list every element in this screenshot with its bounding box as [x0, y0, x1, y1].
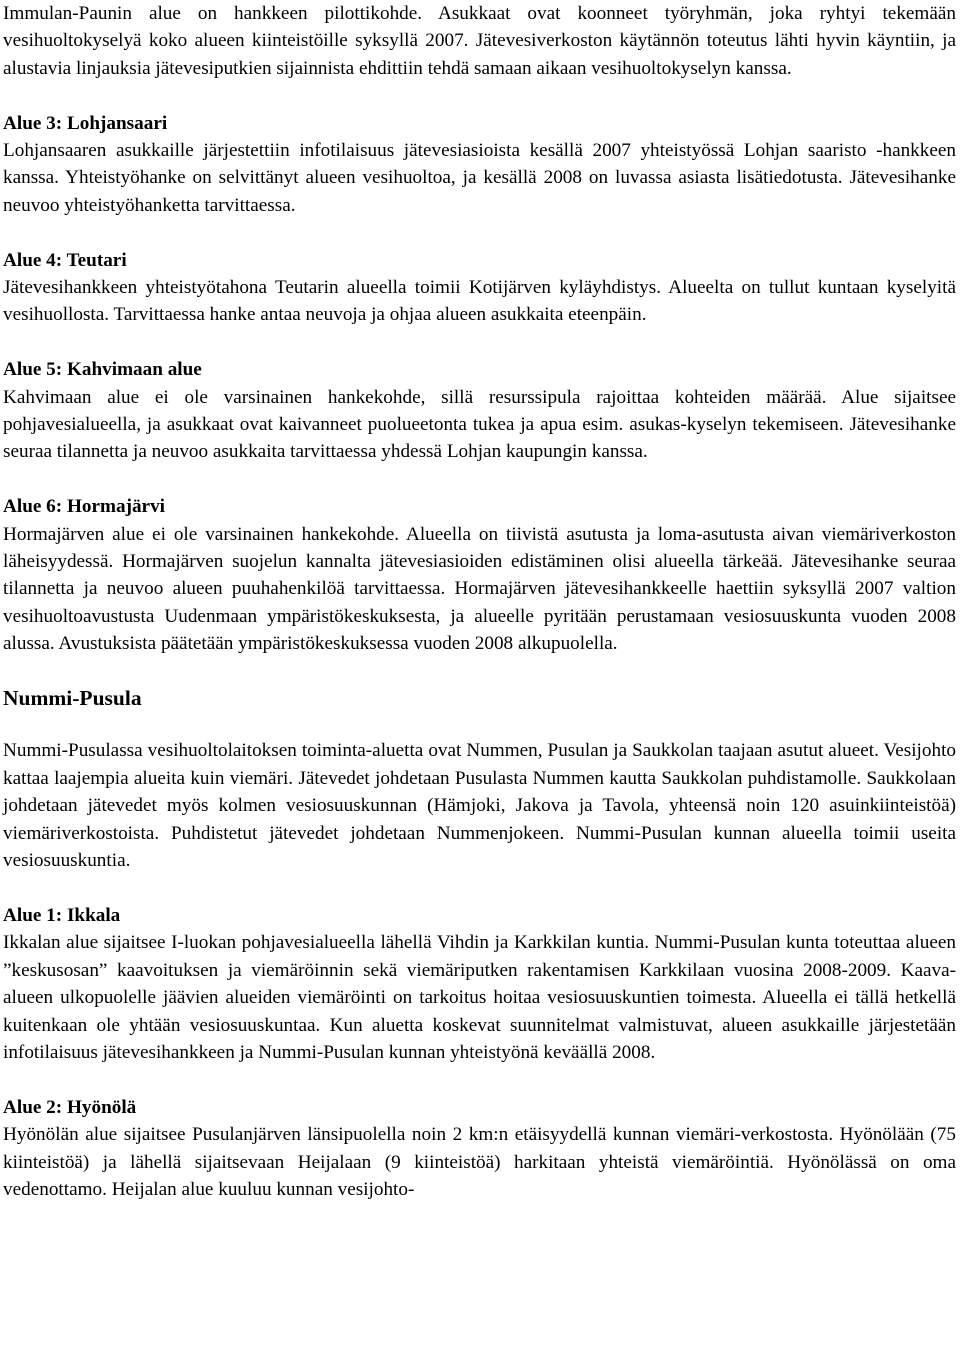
area-heading: Alue 4: Teutari — [3, 249, 127, 271]
area-paragraph: Jätevesihankkeen yhteistyötahona Teutarin alueella toimii Kotijärven kyläyhdistys. Alueelta on tullut kuntaan kyselyitä vesihuollosta. Tarvittaessa hanke antaa neuvoja ja ohjaa alueen asukkaita eteenpäin. — [3, 277, 956, 326]
area-heading: Alue 3: Lohjansaari — [3, 112, 168, 134]
area-block-teutari — [3, 247, 956, 329]
intro-paragraph: Immulan-Paunin alue on hankkeen pilottikohde. Asukkaat ovat koonneet työryhmän, joka ryhtyi tekemään vesihuoltokyselyä koko alueen kiinteistöille syksyllä 2007. Jätevesiverkoston käytännön toteutus lähti hyvin käyntiin, ja alustavia linjauksia jätevesiputkien sijainnista ehdittiin tehdä samaan aikaan vesihuoltokyselyn kanssa. — [3, 3, 956, 79]
area-block-ikkala — [3, 902, 956, 1066]
document-page — [3, 0, 956, 1203]
area-heading: Alue 5: Kahvimaan alue — [3, 359, 202, 381]
area-paragraph: Kahvimaan alue ei ole varsinainen hankekohde, sillä resurssipula rajoittaa kohteiden määrää. Alue sijaitsee pohjavesialueella, ja asukkaat ovat kaivanneet puolueetonta tukea ja apua esim. asukas-kyselyn tekemiseen. Jätevesihanke seuraa tilannetta ja neuvoo asukkaita tarvittaessa yhdessä Lohjan kaupungin kanssa. — [3, 386, 956, 463]
area-paragraph: Lohjansaaren asukkaille järjestettiin infotilaisuus jätevesiasioista kesällä 2007 yhteistyössä Lohjan saaristo -hankkeen kanssa. Yhteistyöhanke on selvittänyt alueen vesihuoltoa, ja kesällä 2008 on luvassa asiasta lisätiedotusta. Jätevesihanke neuvoo yhteistyöhanketta tarvittaessa. — [3, 140, 956, 216]
area-paragraph: Hyönölän alue sijaitsee Pusulanjärven länsipuolella noin 2 km:n etäisyydellä kunnan viemäri-verkostosta. Hyönölään (75 kiinteistöä) ja lähellä sijaitsevaan Heijalaan (9 kiinteistöä) harkitaan yhteistä viemäröintiä. Hyönölässä on oma vedenottamo. Heijalan alue kuuluu kunnan vesijohto- — [3, 1124, 956, 1200]
area-paragraph: Ikkalan alue sijaitsee I-luokan pohjavesialueella lähellä Vihdin ja Karkkilan kuntia. Nummi-Pusulan kunta toteuttaa alueen ”keskusosan” kaavoituksen ja viemäröinnin sekä viemäriputken rakentamisen Karkkilaan vuosina 2008-2009. Kaava-alueen ulkopuolelle jäävien alueiden viemäröinti on tarkoitus hoitaa vesiosuuskuntien toimesta. Alueella ei tällä hetkellä kuitenkaan ole yhtään vesiosuuskuntaa. Kun aluetta koskevat suunnitelmat valmistuvat, alueen asukkaille järjestetään infotilaisuus jätevesihankkeen ja Nummi-Pusulan kunnan yhteistyönä keväällä 2008. — [3, 932, 956, 1063]
area-block-hormajarvi — [3, 493, 956, 657]
area-heading: Alue 2: Hyönölä — [3, 1096, 137, 1118]
section-paragraph: Nummi-Pusulassa vesihuoltolaitoksen toiminta-aluetta ovat Nummen, Pusulan ja Saukkolan taajaan asutut alueet. Vesijohto kattaa laajempia alueita kuin viemäri. Jätevedet johdetaan Pusulasta Nummen kautta Saukkolan puhdistamolle. Saukkolaan johdetaan jätevedet myös kolmen vesiosuuskunnan (Hämjoki, Jakova ja Tavola, yhteensä noin 120 asuinkiinteistöä) viemäriverkostoista. Puhdistetut jätevedet johdetaan Nummenjokeen. Nummi-Pusulan kunnan alueella toimii useita vesiosuuskuntia. — [3, 740, 956, 872]
area-block-lohjansaari — [3, 110, 956, 220]
section-title: Nummi-Pusula — [3, 686, 142, 711]
area-heading: Alue 1: Ikkala — [3, 904, 121, 926]
area-block-kahvimaa — [3, 356, 956, 466]
area-heading: Alue 6: Hormajärvi — [3, 496, 165, 518]
area-block-hyonola — [3, 1094, 956, 1204]
area-paragraph: Hormajärven alue ei ole varsinainen hankekohde. Alueella on tiivistä asutusta ja loma-asutusta aivan viemäriverkoston läheisyydessä. Hormajärven suojelun kannalta jätevesiasioiden edistäminen olisi alueella tärkeää. Jätevesihanke seuraa tilannetta ja neuvoo alueen puuhahenkilöä tarvittaessa. Hormajärven jätevesihankkeelle haettiin syksyllä 2007 valtion vesihuoltoavustusta Uudenmaan ympäristökeskuksesta, ja alueelle pyritään perustamaan vesiosuuskunta vuoden 2008 alussa. Avustuksista päätetään ympäristökeskuksessa vuoden 2008 alkupuolella. — [3, 523, 956, 655]
